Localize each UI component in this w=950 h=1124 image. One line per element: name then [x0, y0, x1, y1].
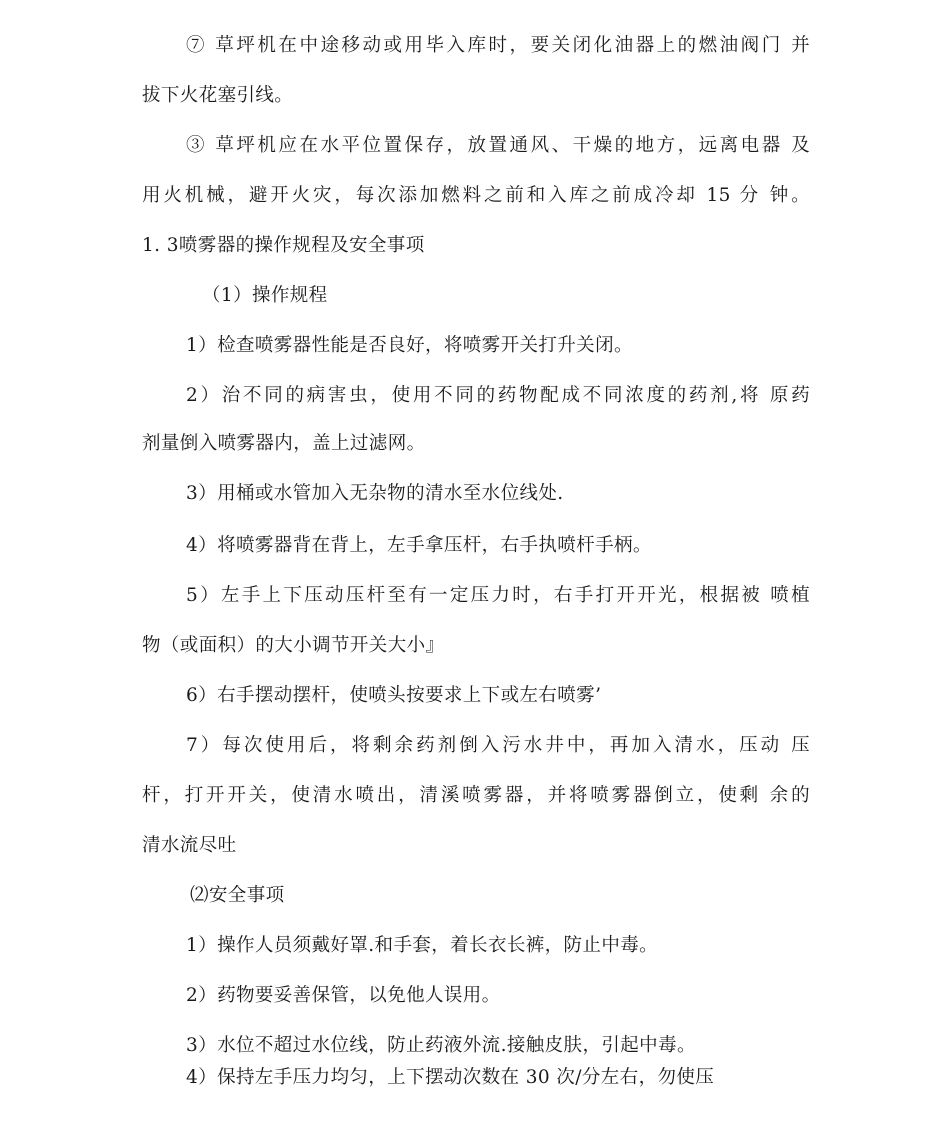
- list-item: 1）检查喷雾器性能是否良好，将喷雾开关打升关闭。: [186, 335, 633, 356]
- list-item: 4）将喷雾器背在背上，左手拿压杆，右手执喷杆手柄。: [186, 535, 652, 556]
- paragraph-line: 用火机械，避开火灾，每次添加燃料之前和入库之前成冷却 15 分 钟。: [142, 185, 810, 206]
- paragraph-line: 杆，打开开关，使清水喷出，清溪喷雾器，并将喷雾器倒立，使剩 余的: [142, 785, 810, 806]
- section-heading: 1. 3喷雾器的操作规程及安全事项: [142, 235, 425, 256]
- list-item: 4）保持左手压力均匀，上下摆动次数在 30 次/分左右，勿使压: [186, 1067, 715, 1088]
- subsection-heading: （1）操作规程: [202, 285, 328, 306]
- paragraph-line: ⑦ 草坪机在中途移动或用毕入库时，要关闭化油器上的燃油阀门 并: [186, 35, 810, 56]
- list-item: 2）治不同的病害虫，使用不同的药物配成不同浓度的药剂,将 原药: [186, 385, 810, 406]
- list-item: 7）每次使用后，将剩余药剂倒入污水井中，再加入清水，压动 压: [186, 735, 810, 756]
- list-item: 3）水位不超过水位线，防止药液外流.接触皮肤，引起中毒。: [186, 1035, 696, 1056]
- paragraph-line: 拔下火花塞引线。: [142, 85, 294, 106]
- paragraph-line: 剂量倒入喷雾器内，盖上过滤网。: [142, 433, 426, 454]
- paragraph-line: 清水流尽吐: [142, 835, 237, 856]
- list-item: 6）右手摆动摆杆，使喷头按要求上下或左右喷雾’: [186, 685, 602, 706]
- paragraph-line: 物（或面积）的大小调节开关大小』: [142, 635, 445, 656]
- list-item: 1）操作人员须戴好罩.和手套，着长衣长裤，防止中毒。: [186, 935, 659, 956]
- list-item: 2）药物要妥善保管，以免他人误用。: [186, 985, 501, 1006]
- paragraph-line: ③ 草坪机应在水平位置保存，放置通风、干燥的地方，远离电器 及: [186, 135, 810, 156]
- subsection-heading: ⑵安全事项: [190, 885, 285, 906]
- list-item: 5）左手上下压动压杆至有一定压力时，右手打开开光，根据被 喷植: [186, 585, 810, 606]
- list-item: 3）用桶或水管加入无杂物的清水至水位线处.: [186, 483, 564, 504]
